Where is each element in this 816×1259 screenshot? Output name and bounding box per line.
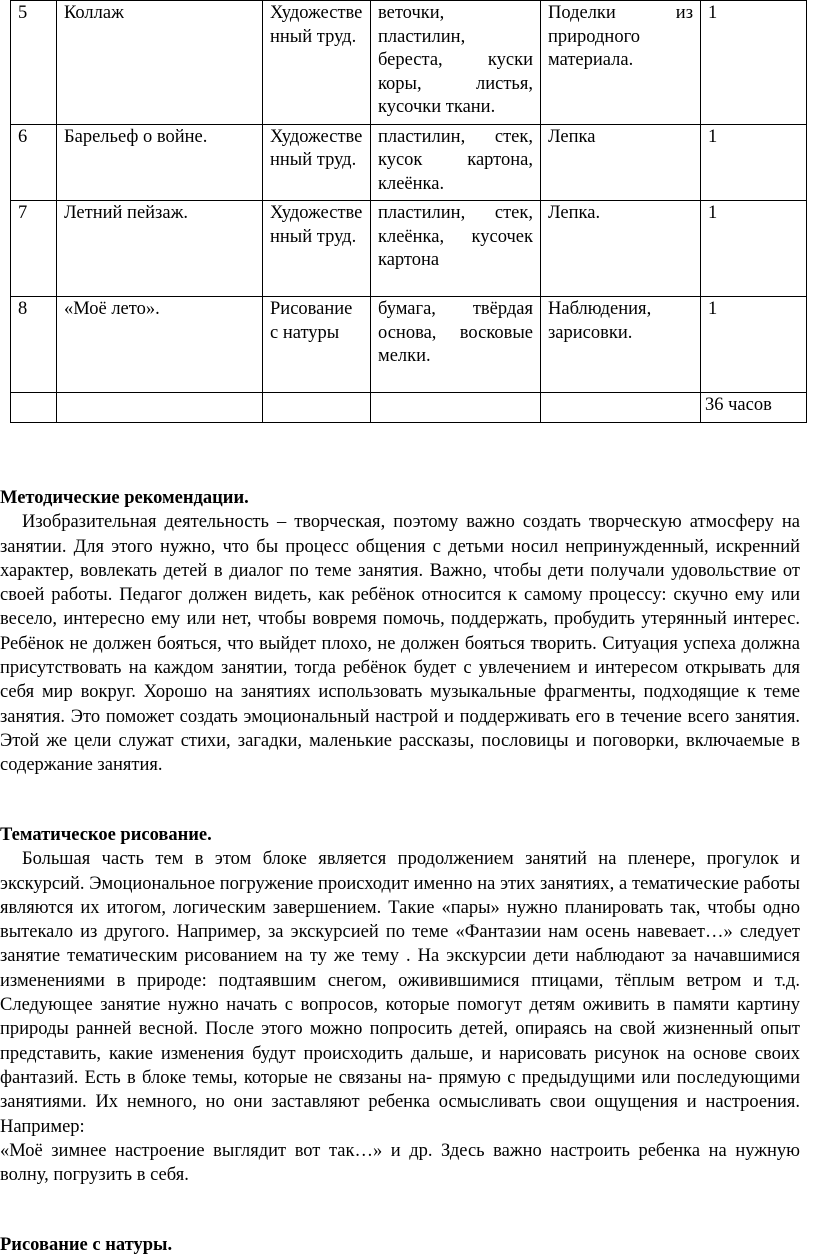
cell-materials: веточки, пластилин, береста, куски коры, листья, кусочки ткани. (371, 1, 541, 125)
cell-topic: «Моё лето». (57, 297, 263, 393)
cell-topic: Барельеф о войне. (57, 124, 263, 201)
cell-number: 6 (11, 124, 57, 201)
cell-materials: бумага, твёрдая основа, восковые мелки. (371, 297, 541, 393)
cell-activity-type: Художественный труд. (263, 1, 371, 125)
cell-total-hours: 36 часов (701, 393, 807, 423)
table-row (11, 297, 807, 393)
cell-form: Лепка (541, 124, 701, 201)
cell-topic: Коллаж (57, 1, 263, 125)
cell-number: 5 (11, 1, 57, 125)
section-heading: Методические рекомендации. (0, 488, 249, 508)
cell-topic: Летний пейзаж. (57, 201, 263, 297)
cell-activity-type: Художественный труд. (263, 201, 371, 297)
cell-form: Лепка. (541, 201, 701, 297)
table-row (11, 1, 807, 125)
table-row (11, 124, 807, 201)
thematic-section (0, 823, 800, 1187)
table-total-row (11, 393, 807, 423)
cell-form: Поделки из природного материала. (541, 1, 701, 125)
cell-activity-type: Рисование с натуры (263, 297, 371, 393)
cell-form: Наблюдения, зарисовки. (541, 297, 701, 393)
cell-hours: 1 (701, 1, 807, 125)
cell-hours: 1 (701, 297, 807, 393)
cell-materials: пластилин, стек, кусок картона, клеёнка. (371, 124, 541, 201)
cell-materials: пластилин, стек, клеёнка, кусочек картона (371, 201, 541, 297)
cell-number: 8 (11, 297, 57, 393)
section-heading: Тематическое рисование. (0, 825, 212, 845)
methodical-section (0, 486, 800, 778)
table-row (11, 201, 807, 297)
nature-section (0, 1233, 800, 1257)
cell-number: 7 (11, 201, 57, 297)
section-paragraph: Большая часть тем в этом блоке является продолжением занятий на пленере, прогулок и экскурсий. Эмоциональное погружение происходит именно на этих занятиях, а тематические работы являются их итогом, логическим завершением. Такие «пары» нужно планировать так, чтобы одно вытекало из другого. Например, за экскурсией по теме «Фантазии нам осень навевает…» следует занятие тематическим рисованием на ту же тему . На экскурсии дети наблюдают за начавшимися изменениями в природе: подтаявшим снегом, оживившимися птицами, тёплым ветром и т.д. Следующее занятие нужно начать с вопросов, которые помогут детям оживить в памяти картину природы ранней весной. После этого можно попросить детей, опираясь на свой жизненный опыт представить, какие изменения будут происходить дальше, и нарисовать рисунок на основе своих фантазий. Есть в блоке темы, которые не связаны на- прямую с предыдущими или последующими занятиями. Их немного, но они заставляют ребенка осмысливать свои ощущения и настроения. Например: (0, 849, 800, 1137)
cell-hours: 1 (701, 124, 807, 201)
cell-activity-type: Художественный труд. (263, 124, 371, 201)
section-heading: Рисование с натуры. (0, 1235, 173, 1255)
lesson-plan-table (10, 0, 807, 423)
section-paragraph: «Моё зимнее настроение выглядит вот так…» и др. Здесь важно настроить ребенка на нужную волну, погрузить в себя. (0, 1140, 800, 1186)
section-paragraph: Изобразительная деятельность – творческая, поэтому важно создать творческую атмосферу на занятии. Для этого нужно, что бы процесс общения с детьми носил непринужденный, искренний характер, вовлекать детей в диалог по теме занятия. Важно, чтобы дети получали удовольствие от своей работы. Педагог должен видеть, как ребёнок относится к самому процессу: скучно ему или весело, интересно ему или нет, чтобы вовремя помочь, поддержать, пробудить утерянный интерес. Ребёнок не должен бояться, что выйдет плохо, не должен бояться творить. Ситуация успеха должна присутствовать на каждом занятии, тогда ребёнок будет с увлечением и интересом открывать для себя мир вокруг. Хорошо на занятиях использовать музыкальные фрагменты, подходящие к теме занятия. Это поможет создать эмоциональный настрой и поддерживать его в течение всего занятия. Этой же цели служат стихи, загадки, маленькие рассказы, пословицы и поговорки, включаемые в содержание занятия. (0, 512, 800, 776)
cell-hours: 1 (701, 201, 807, 297)
